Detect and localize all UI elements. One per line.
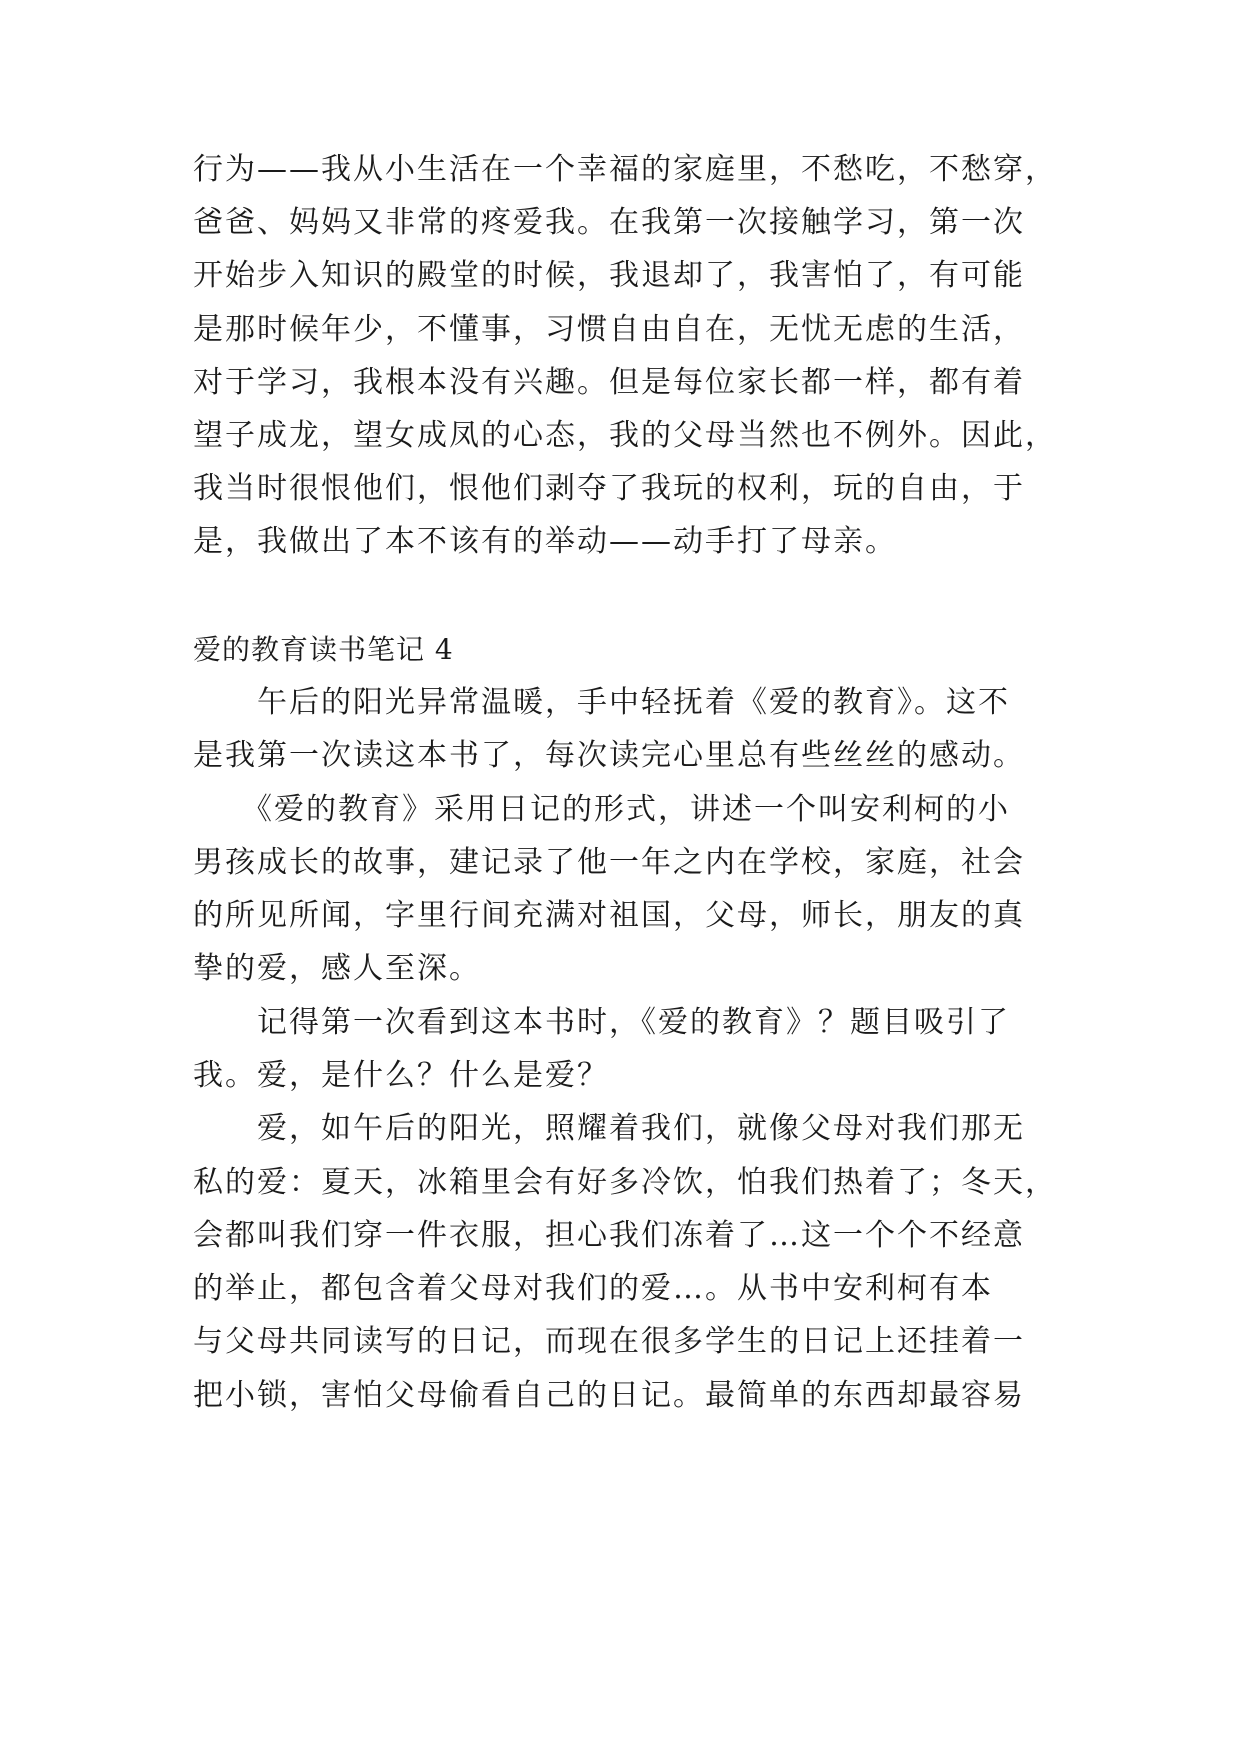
text-line: 开始步入知识的殿堂的时候，我退却了，我害怕了，有可能 [193, 258, 1025, 293]
text-line: 我。爱，是什么？什么是爱？ [193, 1058, 609, 1093]
text-line: 《爱的教育》采用日记的形式，讲述一个叫安利柯的小 [193, 792, 1010, 827]
text-line: 爱，如午后的阳光，照耀着我们，就像父母对我们那无 [193, 1111, 1025, 1146]
text-line: 挚的爱，感人至深。 [193, 951, 481, 986]
text-line: 把小锁，害怕父母偷看自己的日记。最简单的东西却最容易 [193, 1378, 1025, 1413]
text-line: 是，我做出了本不该有的举动——动手打了母亲。 [193, 524, 897, 559]
text-line: 私的爱：夏天，冰箱里会有好多冷饮，怕我们热着了；冬天， [193, 1165, 1057, 1200]
text-line: 的所见所闻，字里行间充满对祖国，父母，师长，朋友的真 [193, 898, 1025, 933]
text-line: 我当时很恨他们，恨他们剥夺了我玩的权利，玩的自由，于 [193, 471, 1025, 506]
text-line: 爸爸、妈妈又非常的疼爱我。在我第一次接触学习，第一次 [193, 205, 1025, 240]
text-line: 与父母共同读写的日记，而现在很多学生的日记上还挂着一 [193, 1324, 1025, 1359]
text-line: 记得第一次看到这本书时，《爱的教育》？题目吸引了 [193, 1005, 1010, 1040]
text-line: 是我第一次读这本书了，每次读完心里总有些丝丝的感动。 [193, 738, 1025, 773]
text-line: 望子成龙，望女成凤的心态，我的父母当然也不例外。因此， [193, 418, 1057, 453]
text-line: 是那时候年少，不懂事，习惯自由自在，无忧无虑的生活， [193, 312, 1025, 347]
text-line: 行为——我从小生活在一个幸福的家庭里，不愁吃，不愁穿， [193, 152, 1057, 187]
text-line: 午后的阳光异常温暖，手中轻抚着《爱的教育》。这不 [193, 685, 1010, 720]
section-title: 爱的教育读书笔记 4 [193, 633, 454, 666]
text-line: 男孩成长的故事，建记录了他一年之内在学校，家庭，社会 [193, 845, 1025, 880]
text-line: 的举止，都包含着父母对我们的爱…。从书中安利柯有本 [193, 1271, 993, 1306]
text-line: 对于学习，我根本没有兴趣。但是每位家长都一样，都有着 [193, 365, 1025, 400]
text-line: 会都叫我们穿一件衣服，担心我们冻着了…这一个个不经意 [193, 1218, 1025, 1253]
